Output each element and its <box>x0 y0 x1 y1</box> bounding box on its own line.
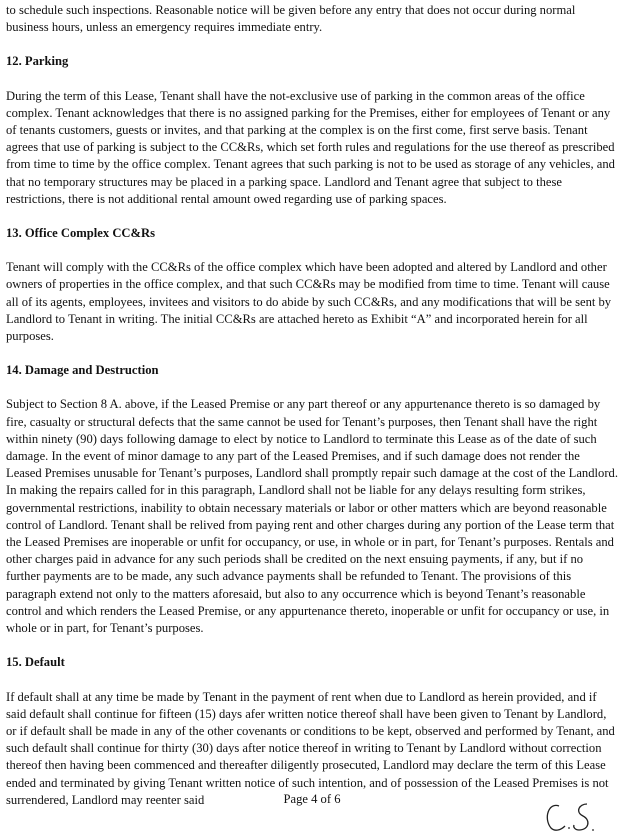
document-page <box>6 2 618 809</box>
section-heading-parking: 12. Parking <box>6 54 69 69</box>
intro-paragraph: to schedule such inspections. Reasonable notice will be given before any entry that does not occur during normal business hours, unless an emergency requires immediate entry. <box>6 3 576 35</box>
section-heading-damage: 14. Damage and Destruction <box>6 363 159 378</box>
section-body-parking: During the term of this Lease, Tenant shall have the not-exclusive use of parking in the common areas of the office complex. Tenant acknowledges that there is no assigned parking for the Premises, either for employees of Tenant or any of tenants customers, guests or invites, and that parking at the complex is on the first come, first serve basis. Tenant agrees that use of parking is subject to the CC&Rs, which set forth rules and regulations for the use thereof as prescribed from time to time by the office complex. Tenant agrees that such parking is not to be used as storage of any vehicles, and that no temporary structures may be placed in a parking space. Landlord and Tenant agree that subject to these restrictions, there is not additional rental amount owed regarding use of parking spaces. <box>6 88 615 206</box>
page-number: Page 4 of 6 <box>283 792 341 806</box>
section-body-damage: Subject to Section 8 A. above, if the Leased Premise or any part thereof or any appurtenance thereto is so damaged by fire, casualty or structural defects that the same cannot be used for Tenant’s purposes, then Tenant shall have the right within ninety (90) days following damage to elect by notice to Landlord to terminate this Lease as of the date of such damage. In the event of minor damage to any part of the Leased Premises, and if such damage does not render the Leased Premises unusable for Tenant’s purposes, Landlord shall promptly repair such damage at the cost of the Landlord. In making the repairs called for in this paragraph, Landlord shall not be liable for any delays resulting form strikes, governmental restrictions, inability to obtain necessary materials or labor or other matters which are beyond reasonable control of Landlord. Tenant shall be relived from paying rent and other charges during any portion of the Lease term that the Leased Premises are inoperable or unfit for occupancy, or use, in whole or in part, for Tenant’s purposes. Rentals and other charges paid in advance for any such periods shall be credited on the next ensuing payments, if any, but if no further payments are to be made, any such advance payments shall be refunded to Tenant. The provisions of this paragraph extend not only to the matters aforesaid, but also to any occurrence which is beyond Tenant’s reasonable control and which renders the Leased Premise, or any appurtenance thereto, inoperable or unfit for occupancy or use, in whole or in part, for Tenant’s purposes. <box>6 397 618 636</box>
handwritten-initials <box>541 796 621 836</box>
section-body-default: If default shall at any time be made by Tenant in the payment of rent when due to Landlord as herein provided, and if said default shall continue for fifteen (15) days afer written notice thereof shall have been given to Tenant by Landlord, or if default shall be made in any of the other covenants or conditions to be kept, observed and performed by Tenant, and such default shall continue for thirty (30) days after notice thereof in writing to Tenant by Landlord without correction thereof then having been commenced and thereafter diligently prosecuted, Landlord may declare the term of this Lease ended and terminated by giving Tenant written notice of such intention, and of possession of the Leased Premises is not surrendered, Landlord may reenter said <box>6 689 615 807</box>
section-heading-ccrs: 13. Office Complex CC&Rs <box>6 226 155 241</box>
section-heading-default: 15. Default <box>6 655 65 670</box>
section-body-ccrs: Tenant will comply with the CC&Rs of the office complex which have been adopted and altered by Landlord and other owners of properties in the office complex, and that such CC&Rs may be modified from time to time. Tenant will cause all of its agents, employees, invitees and visitors to do abide by such CC&Rs, and any modifications that will be sent by Landlord to Tenant in writing. The initial CC&Rs are attached hereto as Exhibit “A” and incorporated herein for all purposes. <box>6 260 612 344</box>
